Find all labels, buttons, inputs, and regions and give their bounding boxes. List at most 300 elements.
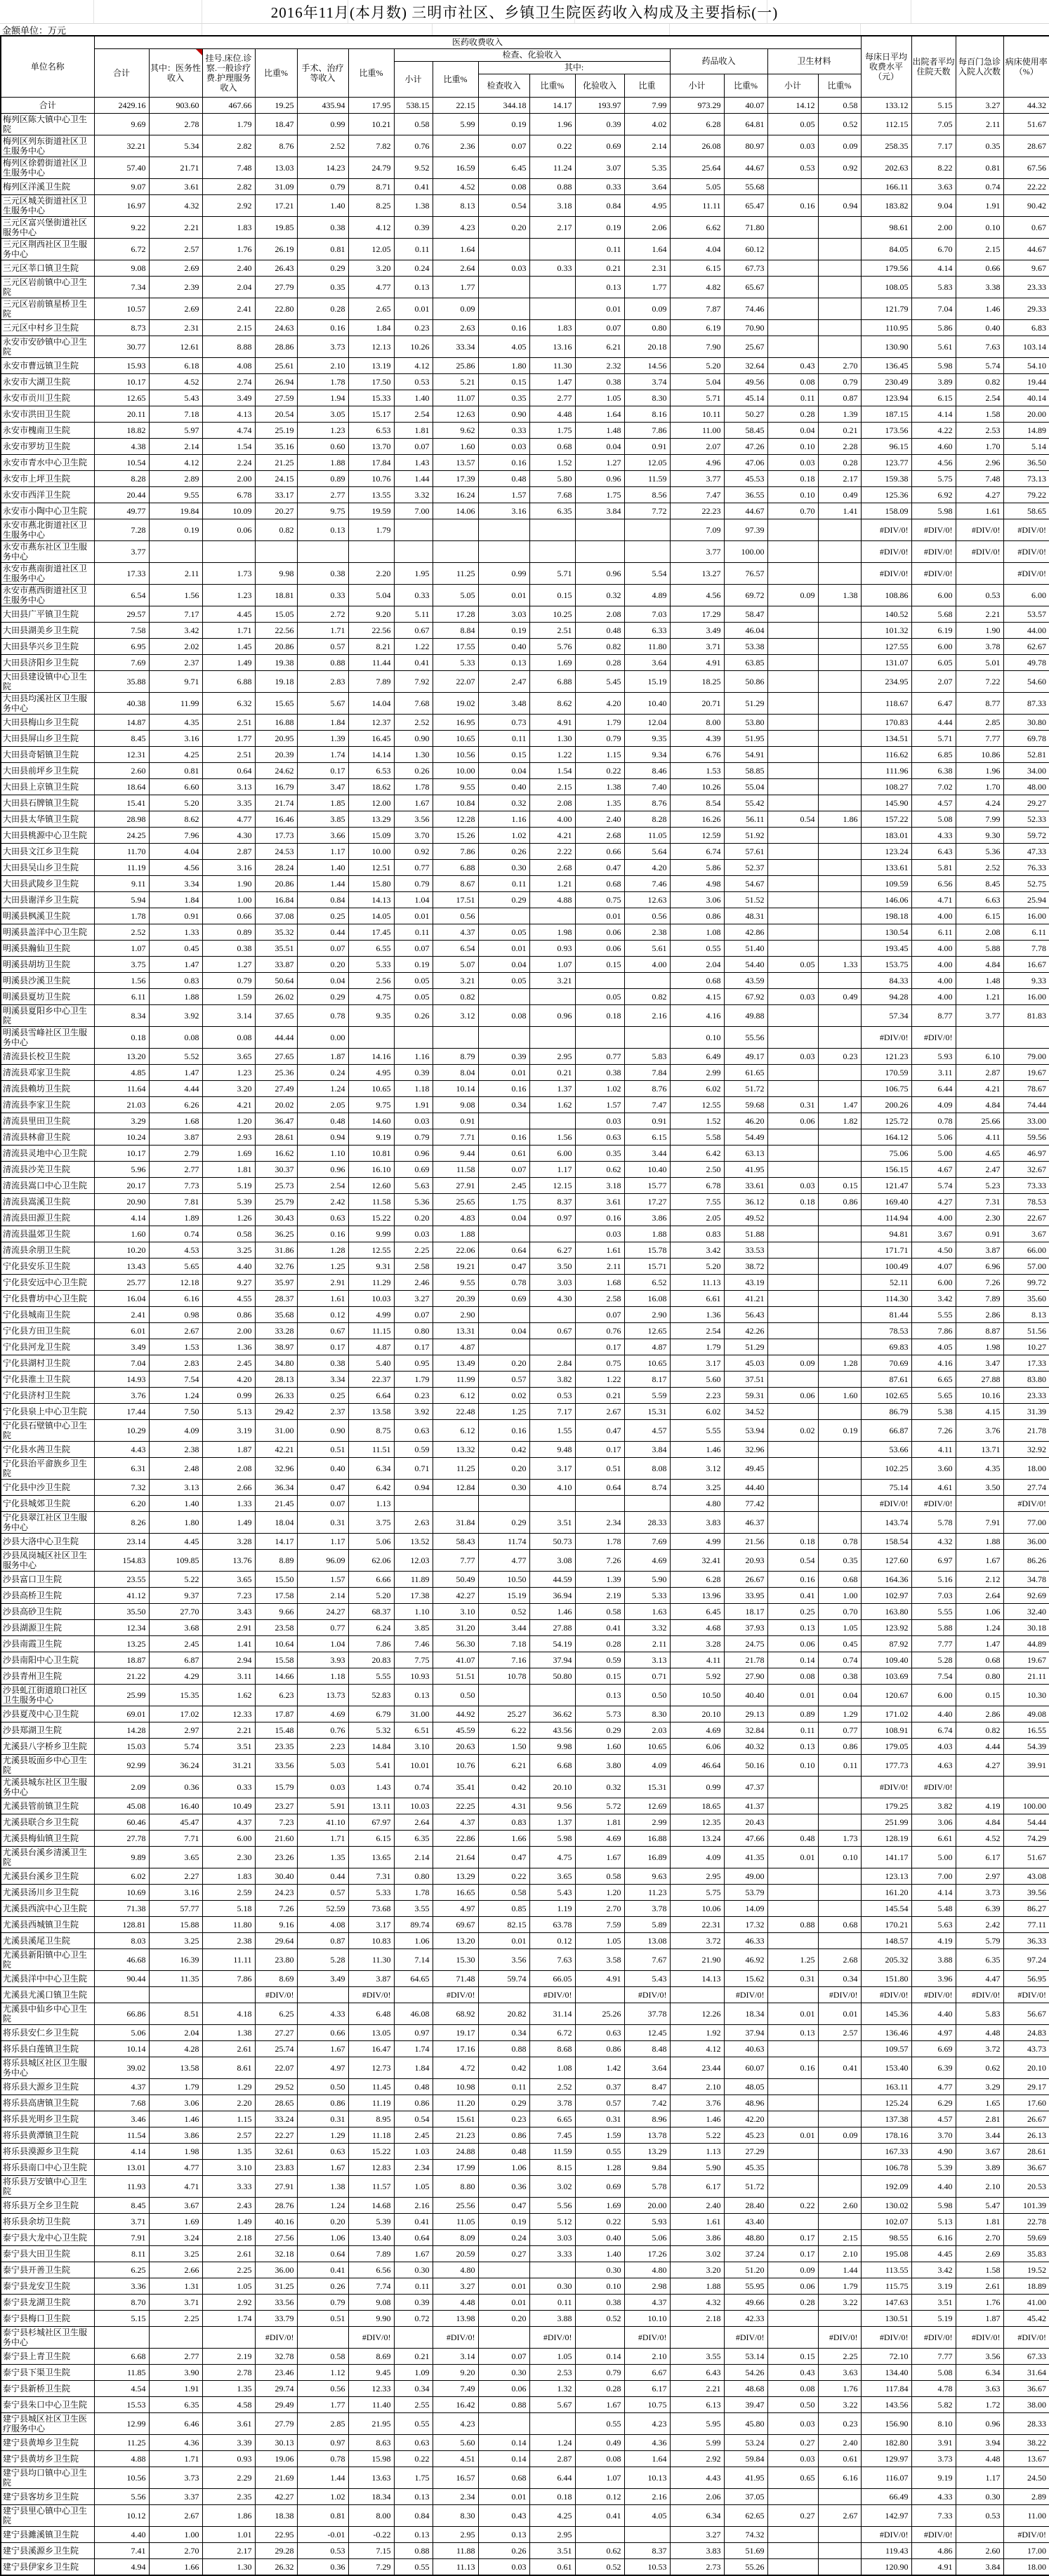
value-cell: 10.76 bbox=[433, 1754, 478, 1776]
value-cell: 0.01 bbox=[575, 298, 624, 319]
value-cell: 0.91 bbox=[433, 1113, 478, 1129]
value-cell: 3.38 bbox=[956, 276, 1003, 298]
value-cell: 1.46 bbox=[670, 1441, 724, 1457]
value-cell: 67.92 bbox=[724, 988, 767, 1004]
value-cell: 13.31 bbox=[433, 1322, 478, 1339]
unit-name-cell: 泰宁县新桥卫生院 bbox=[1, 2380, 94, 2396]
value-cell: 2.69 bbox=[149, 298, 202, 319]
value-cell: 0.40 bbox=[478, 778, 529, 795]
value-cell: 2.15 bbox=[818, 2229, 861, 2245]
value-cell: 2.08 bbox=[956, 924, 1003, 940]
value-cell: 4.37 bbox=[624, 2294, 670, 2310]
value-cell: 2.70 bbox=[956, 2229, 1003, 2245]
value-cell: 0.35 bbox=[478, 390, 529, 406]
value-cell: 41.95 bbox=[724, 2467, 767, 2488]
value-cell: 1.24 bbox=[297, 1080, 348, 1096]
value-cell: 4.23 bbox=[624, 2412, 670, 2434]
value-cell: 23.83 bbox=[255, 2159, 297, 2175]
unit-name-cell: 清流县赖坊卫生院 bbox=[1, 1080, 94, 1096]
value-cell: 120.90 bbox=[861, 2558, 911, 2575]
value-cell: 9.27 bbox=[202, 1274, 255, 1290]
value-cell: 0.67 bbox=[394, 622, 433, 638]
value-cell: 12.03 bbox=[394, 1549, 433, 1571]
value-cell: 11.44 bbox=[348, 654, 394, 670]
value-cell: 28.37 bbox=[255, 1290, 297, 1306]
value-cell: 4.97 bbox=[911, 2024, 956, 2040]
value-cell: 171.71 bbox=[861, 1242, 911, 1258]
value-cell: 4.00 bbox=[911, 972, 956, 988]
value-cell: 46.20 bbox=[724, 1113, 767, 1129]
value-cell: 2.77 bbox=[149, 2348, 202, 2364]
value-cell bbox=[818, 1064, 861, 1080]
value-cell: 202.63 bbox=[861, 157, 911, 178]
value-cell bbox=[575, 1495, 624, 1511]
value-cell: 1.88 bbox=[670, 2278, 724, 2294]
value-cell: 1.67 bbox=[297, 2040, 348, 2057]
value-cell: 1.07 bbox=[94, 940, 149, 956]
value-cell: 10.98 bbox=[433, 2078, 478, 2094]
value-cell: 97.24 bbox=[1003, 1948, 1049, 1970]
value-cell: 5.83 bbox=[956, 2003, 1003, 2024]
value-cell: 11.40 bbox=[348, 2396, 394, 2412]
value-cell: 3.08 bbox=[529, 1549, 575, 1571]
value-cell: 27.79 bbox=[255, 2412, 297, 2434]
value-cell: 50.80 bbox=[529, 1668, 575, 1684]
value-cell: 41.07 bbox=[433, 1652, 478, 1668]
value-cell: 154.83 bbox=[94, 1549, 149, 1571]
value-cell: 7.47 bbox=[624, 1096, 670, 1113]
value-cell: 1.86 bbox=[818, 811, 861, 827]
unit-name-cell: 沙县夏茂中心卫生院 bbox=[1, 1706, 94, 1722]
value-cell: 3.28 bbox=[202, 1533, 255, 1549]
value-cell: 0.31 bbox=[297, 1511, 348, 1533]
value-cell: 31.39 bbox=[1003, 1403, 1049, 1419]
value-cell: 7.40 bbox=[624, 778, 670, 795]
value-cell bbox=[818, 1129, 861, 1145]
value-cell: 2.10 bbox=[956, 2175, 1003, 2197]
value-cell: 0.21 bbox=[529, 1064, 575, 1080]
value-cell: 41.35 bbox=[724, 1846, 767, 1868]
value-cell: 6.74 bbox=[911, 1722, 956, 1738]
value-cell: 79.22 bbox=[1003, 486, 1049, 503]
unit-name-cell: 尤溪县溪尾卫生院 bbox=[1, 1932, 94, 1948]
value-cell: 10.26 bbox=[670, 778, 724, 795]
value-cell: 2.94 bbox=[202, 1652, 255, 1668]
value-cell: 6.18 bbox=[149, 357, 202, 373]
table-row bbox=[1, 157, 1049, 178]
value-cell: #DIV/0! bbox=[433, 2326, 478, 2348]
value-cell: 6.44 bbox=[911, 1080, 956, 1096]
value-cell: 0.24 bbox=[394, 260, 433, 276]
value-cell: 53.57 bbox=[1003, 606, 1049, 622]
value-cell: 0.10 bbox=[575, 2278, 624, 2294]
value-cell: 4.45 bbox=[202, 606, 255, 622]
value-cell: 11.00 bbox=[670, 422, 724, 438]
unit-name-cell: 三元区莘口镇卫生院 bbox=[1, 260, 94, 276]
value-cell bbox=[1003, 1026, 1049, 1048]
value-cell: 0.66 bbox=[956, 260, 1003, 276]
value-cell: 170.83 bbox=[861, 714, 911, 730]
value-cell: 1.33 bbox=[149, 924, 202, 940]
value-cell: 25.27 bbox=[478, 1706, 529, 1722]
value-cell: 87.92 bbox=[861, 1635, 911, 1652]
table-row bbox=[1, 373, 1049, 390]
value-cell: 2.77 bbox=[297, 486, 348, 503]
value-cell: 4.27 bbox=[956, 486, 1003, 503]
value-cell: 2.06 bbox=[624, 216, 670, 238]
value-cell: 16.59 bbox=[433, 157, 478, 178]
value-cell: 77.42 bbox=[724, 1495, 767, 1511]
value-cell: 1.27 bbox=[202, 956, 255, 972]
value-cell: 0.13 bbox=[297, 519, 348, 540]
value-cell: 164.36 bbox=[861, 1571, 911, 1587]
value-cell: 0.57 bbox=[575, 2094, 624, 2111]
value-cell: 42.33 bbox=[724, 2310, 767, 2326]
value-cell bbox=[818, 562, 861, 584]
value-cell: 1.63 bbox=[624, 1603, 670, 1619]
value-cell: 0.99 bbox=[202, 1387, 255, 1403]
value-cell: 3.10 bbox=[202, 2159, 255, 2175]
value-cell: 4.69 bbox=[575, 1830, 624, 1846]
value-cell: 5.39 bbox=[911, 2159, 956, 2175]
value-cell: 0.96 bbox=[394, 1145, 433, 1161]
group-header-exam-lab-income: 检查、化验收入 bbox=[394, 48, 670, 61]
value-cell bbox=[767, 2094, 818, 2111]
value-cell: 0.56 bbox=[297, 2380, 348, 2396]
value-cell: 3.13 bbox=[149, 1479, 202, 1495]
table-row bbox=[1, 2040, 1049, 2057]
value-cell: 0.47 bbox=[575, 1419, 624, 1441]
value-cell: 0.19 bbox=[478, 2213, 529, 2229]
value-cell: 1.46 bbox=[149, 2111, 202, 2127]
value-cell: 467.66 bbox=[202, 97, 255, 113]
value-cell: 7.58 bbox=[94, 622, 149, 638]
value-cell: 8.74 bbox=[624, 1479, 670, 1495]
value-cell: 44.67 bbox=[1003, 238, 1049, 260]
value-cell: 0.30 bbox=[956, 2488, 1003, 2504]
value-cell: 1.70 bbox=[956, 778, 1003, 795]
value-cell: 6.72 bbox=[94, 238, 149, 260]
value-cell: 4.91 bbox=[529, 714, 575, 730]
value-cell: 7.89 bbox=[956, 1290, 1003, 1306]
value-cell: 66.49 bbox=[861, 2488, 911, 2504]
value-cell: 0.96 bbox=[575, 562, 624, 584]
table-row bbox=[1, 2380, 1049, 2396]
value-cell: 1.64 bbox=[624, 2450, 670, 2467]
value-cell: 48.05 bbox=[724, 2078, 767, 2094]
value-cell: 1.04 bbox=[297, 1635, 348, 1652]
value-cell bbox=[94, 1986, 149, 2003]
value-cell bbox=[818, 654, 861, 670]
value-cell: 9.84 bbox=[624, 2159, 670, 2175]
value-cell: 2.89 bbox=[149, 470, 202, 486]
value-cell: 1.37 bbox=[529, 1814, 575, 1830]
value-cell: 7.96 bbox=[149, 827, 202, 843]
value-cell: 13.98 bbox=[433, 2310, 478, 2326]
value-cell: 57.77 bbox=[149, 1900, 202, 1916]
value-cell: 4.02 bbox=[624, 113, 670, 135]
value-cell: 6.25 bbox=[94, 2262, 149, 2278]
unit-name-cell: 泰宁县大龙中心卫生院 bbox=[1, 2229, 94, 2245]
unit-name-cell: 泰宁县龙安卫生院 bbox=[1, 2278, 94, 2294]
value-cell: 12.73 bbox=[348, 2057, 394, 2078]
value-cell: 20.39 bbox=[255, 746, 297, 762]
value-cell: 1.84 bbox=[394, 2057, 433, 2078]
value-cell: 108.91 bbox=[861, 1722, 911, 1738]
table-row bbox=[1, 2245, 1049, 2262]
value-cell: 10.09 bbox=[202, 503, 255, 519]
value-cell: 16.95 bbox=[433, 714, 478, 730]
value-cell: 62.65 bbox=[724, 2504, 767, 2526]
value-cell: 7.77 bbox=[911, 2348, 956, 2364]
value-cell: 0.06 bbox=[767, 1635, 818, 1652]
value-cell: 1.16 bbox=[394, 1048, 433, 1064]
value-cell: 11.35 bbox=[149, 1970, 202, 1986]
value-cell: 59.69 bbox=[1003, 2229, 1049, 2245]
value-cell: 41.95 bbox=[724, 1161, 767, 1177]
value-cell: 100.00 bbox=[724, 540, 767, 562]
value-cell: 4.65 bbox=[956, 1145, 1003, 1161]
value-cell: 16.62 bbox=[255, 1145, 297, 1161]
value-cell: 0.01 bbox=[478, 2488, 529, 2504]
value-cell: 46.33 bbox=[724, 1932, 767, 1948]
value-cell: 120.67 bbox=[861, 1684, 911, 1706]
value-cell: 0.23 bbox=[478, 2111, 529, 2127]
value-cell: 0.22 bbox=[575, 2213, 624, 2229]
value-cell: 6.88 bbox=[202, 670, 255, 692]
value-cell: 1.53 bbox=[149, 1339, 202, 1355]
value-cell: 49.77 bbox=[94, 503, 149, 519]
value-cell: 2.21 bbox=[956, 606, 1003, 622]
value-cell: 16.46 bbox=[255, 811, 297, 827]
value-cell: 2.55 bbox=[394, 2396, 433, 2412]
value-cell: 12.60 bbox=[348, 1177, 394, 1193]
value-cell: 43.59 bbox=[724, 972, 767, 988]
value-cell: 15.05 bbox=[255, 606, 297, 622]
value-cell: 1.05 bbox=[202, 2278, 255, 2294]
value-cell: 182.80 bbox=[861, 2434, 911, 2450]
value-cell: 101.32 bbox=[861, 622, 911, 638]
value-cell: 183.01 bbox=[861, 827, 911, 843]
unit-name-cell: 宁化县泉上中心卫生院 bbox=[1, 1403, 94, 1419]
value-cell: 0.86 bbox=[575, 2040, 624, 2057]
value-cell: 0.23 bbox=[818, 2412, 861, 2434]
value-cell: 0.48 bbox=[767, 1830, 818, 1846]
value-cell: 2.68 bbox=[818, 1948, 861, 1970]
value-cell: 109.57 bbox=[861, 2040, 911, 2057]
value-cell: 14.17 bbox=[255, 1533, 297, 1549]
value-cell: 5.54 bbox=[624, 562, 670, 584]
value-cell: 60.07 bbox=[724, 2057, 767, 2078]
value-cell: 0.03 bbox=[575, 1226, 624, 1242]
value-cell: 0.75 bbox=[575, 1355, 624, 1371]
unit-name-cell: 尤溪县八字桥乡卫生院 bbox=[1, 1738, 94, 1754]
value-cell: 18.04 bbox=[255, 1511, 297, 1533]
value-cell: 0.08 bbox=[478, 178, 529, 194]
value-cell: 5.43 bbox=[624, 1970, 670, 1986]
unit-name-cell: 大田县谢洋乡卫生院 bbox=[1, 891, 94, 908]
value-cell bbox=[818, 1209, 861, 1226]
value-cell: 3.06 bbox=[911, 1814, 956, 1830]
value-cell: 17.39 bbox=[433, 470, 478, 486]
value-cell: 56.43 bbox=[724, 1306, 767, 1322]
value-cell: 123.92 bbox=[861, 1619, 911, 1635]
value-cell: 7.33 bbox=[911, 2504, 956, 2526]
value-cell: 2.77 bbox=[529, 390, 575, 406]
value-cell: 1.12 bbox=[297, 2364, 348, 2380]
value-cell: 0.61 bbox=[529, 2558, 575, 2575]
value-cell: 6.97 bbox=[911, 1549, 956, 1571]
value-cell: 2.05 bbox=[297, 1096, 348, 1113]
value-cell: 7.26 bbox=[575, 1549, 624, 1571]
value-cell: 31.14 bbox=[529, 2003, 575, 2024]
value-cell: 171.02 bbox=[861, 1706, 911, 1722]
value-cell: 87.33 bbox=[1003, 692, 1049, 714]
value-cell: 1.62 bbox=[529, 1096, 575, 1113]
value-cell: 2.21 bbox=[670, 2380, 724, 2396]
value-cell: 3.56 bbox=[394, 811, 433, 827]
value-cell: 6.65 bbox=[529, 2111, 575, 2127]
value-cell: 24.15 bbox=[255, 470, 297, 486]
value-cell: 27.70 bbox=[149, 1603, 202, 1619]
value-cell: 68.92 bbox=[433, 2003, 478, 2024]
value-cell: 0.18 bbox=[529, 2488, 575, 2504]
value-cell: 12.69 bbox=[624, 1798, 670, 1814]
value-cell: 32.92 bbox=[1003, 1441, 1049, 1457]
value-cell: 52.83 bbox=[348, 1684, 394, 1706]
value-cell: 5.90 bbox=[670, 2159, 724, 2175]
value-cell bbox=[575, 519, 624, 540]
value-cell: 16.04 bbox=[94, 1290, 149, 1306]
value-cell: 106.78 bbox=[861, 2159, 911, 2175]
value-cell: 0.34 bbox=[818, 1970, 861, 1986]
value-cell: 8.84 bbox=[433, 622, 478, 638]
table-row bbox=[1, 2078, 1049, 2094]
value-cell: 0.66 bbox=[575, 843, 624, 859]
unit-name-cell: 尤溪县台溪乡清溪卫生院 bbox=[1, 1846, 94, 1868]
value-cell: 6.39 bbox=[911, 2057, 956, 2078]
value-cell: 7.26 bbox=[956, 1274, 1003, 1290]
value-cell: 53.14 bbox=[724, 2348, 767, 2364]
value-cell: 3.64 bbox=[624, 654, 670, 670]
value-cell: 128.81 bbox=[94, 1916, 149, 1932]
value-cell bbox=[624, 540, 670, 562]
table-row bbox=[1, 1226, 1049, 1242]
value-cell: 22.67 bbox=[1003, 1209, 1049, 1226]
value-cell: 0.88 bbox=[529, 178, 575, 194]
value-cell: 10.40 bbox=[624, 1161, 670, 1177]
value-cell: 9.55 bbox=[433, 1274, 478, 1290]
value-cell: 59.31 bbox=[724, 1387, 767, 1403]
unit-name-cell: 建宁县均口镇中心卫生院 bbox=[1, 2467, 94, 2488]
value-cell: 86.27 bbox=[1003, 1900, 1049, 1916]
value-cell: 4.11 bbox=[670, 1652, 724, 1668]
value-cell: 0.09 bbox=[818, 135, 861, 157]
value-cell: 0.51 bbox=[575, 1457, 624, 1479]
value-cell: 0.30 bbox=[478, 859, 529, 875]
value-cell bbox=[767, 1242, 818, 1258]
value-cell bbox=[624, 1495, 670, 1511]
value-cell: 1.73 bbox=[202, 562, 255, 584]
value-cell: 123.94 bbox=[861, 390, 911, 406]
unit-name-cell: 清流县李家卫生院 bbox=[1, 1096, 94, 1113]
value-cell: 59.84 bbox=[724, 2450, 767, 2467]
value-cell: 11.99 bbox=[149, 692, 202, 714]
table-row bbox=[1, 654, 1049, 670]
unit-name-cell: 宁化县安乐卫生院 bbox=[1, 1258, 94, 1274]
value-cell: 0.30 bbox=[575, 2262, 624, 2278]
table-row bbox=[1, 1706, 1049, 1722]
value-cell: 0.86 bbox=[670, 908, 724, 924]
value-cell: 7.75 bbox=[394, 1652, 433, 1668]
value-cell: 20.39 bbox=[433, 1290, 478, 1306]
value-cell: 8.45 bbox=[956, 875, 1003, 891]
value-cell: 10.21 bbox=[348, 113, 394, 135]
value-cell: 5.36 bbox=[394, 1193, 433, 1209]
value-cell: 0.79 bbox=[394, 875, 433, 891]
value-cell: 0.11 bbox=[394, 238, 433, 260]
value-cell bbox=[767, 1986, 818, 2003]
value-cell: 4.20 bbox=[575, 692, 624, 714]
value-cell: 8.73 bbox=[94, 319, 149, 336]
table-row bbox=[1, 988, 1049, 1004]
value-cell: 19.67 bbox=[1003, 1064, 1049, 1080]
value-cell bbox=[767, 1495, 818, 1511]
value-cell: 5.74 bbox=[149, 1738, 202, 1754]
value-cell: 32.21 bbox=[94, 135, 149, 157]
value-cell: 1.82 bbox=[818, 1113, 861, 1129]
value-cell bbox=[818, 2078, 861, 2094]
value-cell: 1.48 bbox=[956, 972, 1003, 988]
value-cell: 33.28 bbox=[255, 1322, 297, 1339]
value-cell: 1.22 bbox=[394, 638, 433, 654]
value-cell: #DIV/0! bbox=[861, 1776, 911, 1798]
value-cell: 4.37 bbox=[202, 1814, 255, 1830]
value-cell: 4.09 bbox=[670, 1846, 724, 1868]
value-cell: 4.69 bbox=[624, 1549, 670, 1571]
value-cell: 64.81 bbox=[724, 113, 767, 135]
value-cell: 1.38 bbox=[818, 584, 861, 606]
value-cell: #DIV/0! bbox=[818, 2326, 861, 2348]
value-cell: 0.08 bbox=[767, 1668, 818, 1684]
value-cell: 0.06 bbox=[575, 940, 624, 956]
value-cell bbox=[767, 795, 818, 811]
value-cell: 5.88 bbox=[911, 1619, 956, 1635]
value-cell bbox=[478, 1339, 529, 1355]
table-row bbox=[1, 454, 1049, 470]
value-cell: 0.77 bbox=[575, 1048, 624, 1064]
value-cell: 42.86 bbox=[724, 924, 767, 940]
value-cell: 11.13 bbox=[433, 2558, 478, 2575]
value-cell: 3.76 bbox=[670, 2094, 724, 2111]
value-cell: 69.01 bbox=[94, 1706, 149, 1722]
value-cell: 5.65 bbox=[911, 1387, 956, 1403]
value-cell: 12.63 bbox=[433, 406, 478, 422]
value-cell: 0.33 bbox=[529, 260, 575, 276]
table-row bbox=[1, 956, 1049, 972]
value-cell: 28.86 bbox=[255, 336, 297, 357]
value-cell: 29.42 bbox=[255, 1403, 297, 1419]
value-cell bbox=[818, 908, 861, 924]
value-cell: 4.30 bbox=[202, 827, 255, 843]
value-cell: 1.61 bbox=[575, 1242, 624, 1258]
value-cell: 130.54 bbox=[861, 924, 911, 940]
value-cell: 6.17 bbox=[956, 1846, 1003, 1868]
value-cell: 7.17 bbox=[911, 135, 956, 157]
value-cell: 25.56 bbox=[433, 2197, 478, 2213]
value-cell: #DIV/0! bbox=[911, 2326, 956, 2348]
table-row bbox=[1, 1403, 1049, 1419]
